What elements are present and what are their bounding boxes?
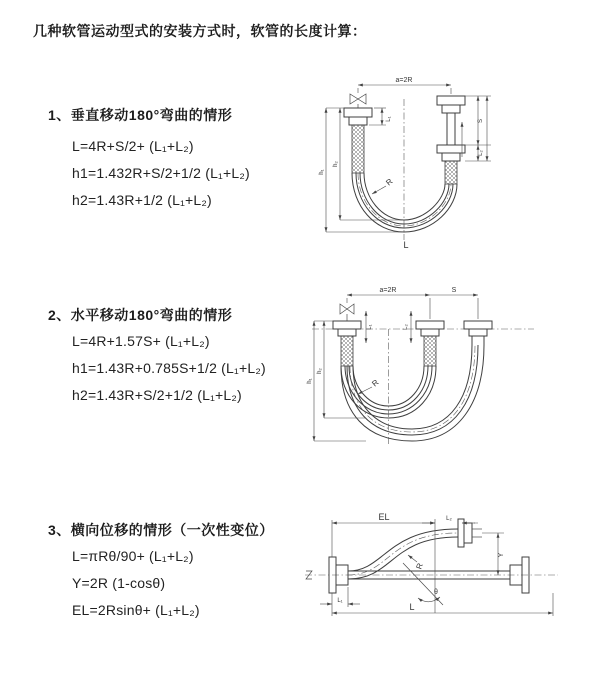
section3-heading: 3、横向位移的情形（一次性变位）	[48, 522, 274, 538]
radius-label: R	[384, 176, 395, 188]
dim-label-l1: L₁	[386, 116, 392, 122]
hose-u-bend	[352, 173, 457, 232]
right-fitting	[464, 321, 492, 345]
angle-arc	[418, 597, 440, 602]
dim-label-l2: L₂	[403, 324, 409, 330]
dim-label-l1: L₁	[367, 324, 373, 330]
left-fitting	[333, 321, 361, 366]
left-fitting	[344, 108, 372, 173]
valve-icon	[350, 94, 366, 108]
dim-label-h1: h₁	[307, 378, 313, 384]
dim-label-h2: h₂	[317, 368, 323, 374]
section2-formula-L: L=4R+1.57S+ (L₁+L₂)	[72, 333, 210, 349]
section2-heading: 2、水平移动180°弯曲的情形	[48, 307, 233, 323]
section3-formula-L: L=πRθ/90+ (L₁+L₂)	[72, 548, 194, 564]
section2-formula-h1: h1=1.43R+0.785S+1/2 (L₁+L₂)	[72, 360, 266, 376]
dim-label-l1: L₁	[337, 598, 343, 604]
angle-label: θ	[434, 589, 438, 596]
section1-heading: 1、垂直移动180°弯曲的情形	[48, 107, 233, 123]
section2-formula-h2: h2=1.43R+S/2+1/2 (L₁+L₂)	[72, 387, 242, 403]
dim-label-l: L	[409, 602, 415, 612]
dim-label-h1: h₁	[319, 169, 325, 175]
diagram-lateral-displacement	[300, 507, 565, 627]
section3-formula-EL: EL=2Rsinθ+ (L₁+L₂)	[72, 602, 200, 618]
section3-formula-Y: Y=2R (1-cosθ)	[72, 575, 166, 591]
length-label: L	[403, 240, 409, 250]
diagram-vertical-180-bend	[312, 72, 537, 257]
dim-label-h2: h₂	[333, 161, 339, 167]
valve-icon	[340, 304, 354, 321]
page-title: 几种软管运动型式的安装方式时，软管的长度计算：	[33, 23, 367, 39]
radius-leader	[372, 186, 386, 194]
diagram-horizontal-180-bend	[306, 283, 541, 463]
dim-label-l2: L₂	[478, 150, 484, 156]
dim-label-l2: L₂	[446, 516, 452, 522]
radius-leader	[408, 555, 417, 562]
dim-label-el: EL	[378, 512, 390, 522]
dim-label-s: S	[478, 118, 484, 124]
dim-label-a2r: a=2R	[379, 287, 397, 294]
section1-formula-h2: h2=1.43R+1/2 (L₁+L₂)	[72, 192, 212, 208]
radius-label: R	[414, 561, 425, 571]
section1-formula-L: L=4R+S/2+ (L₁+L₂)	[72, 138, 194, 154]
right-fitting	[437, 96, 465, 184]
radius-label: R	[370, 377, 381, 389]
dim-label-a2r: a=2R	[395, 77, 413, 84]
middle-fitting	[416, 321, 444, 366]
dim-label-y: Y	[498, 552, 505, 558]
dim-label-s: S	[451, 287, 457, 294]
section1-formula-h1: h1=1.432R+S/2+1/2 (L₁+L₂)	[72, 165, 250, 181]
